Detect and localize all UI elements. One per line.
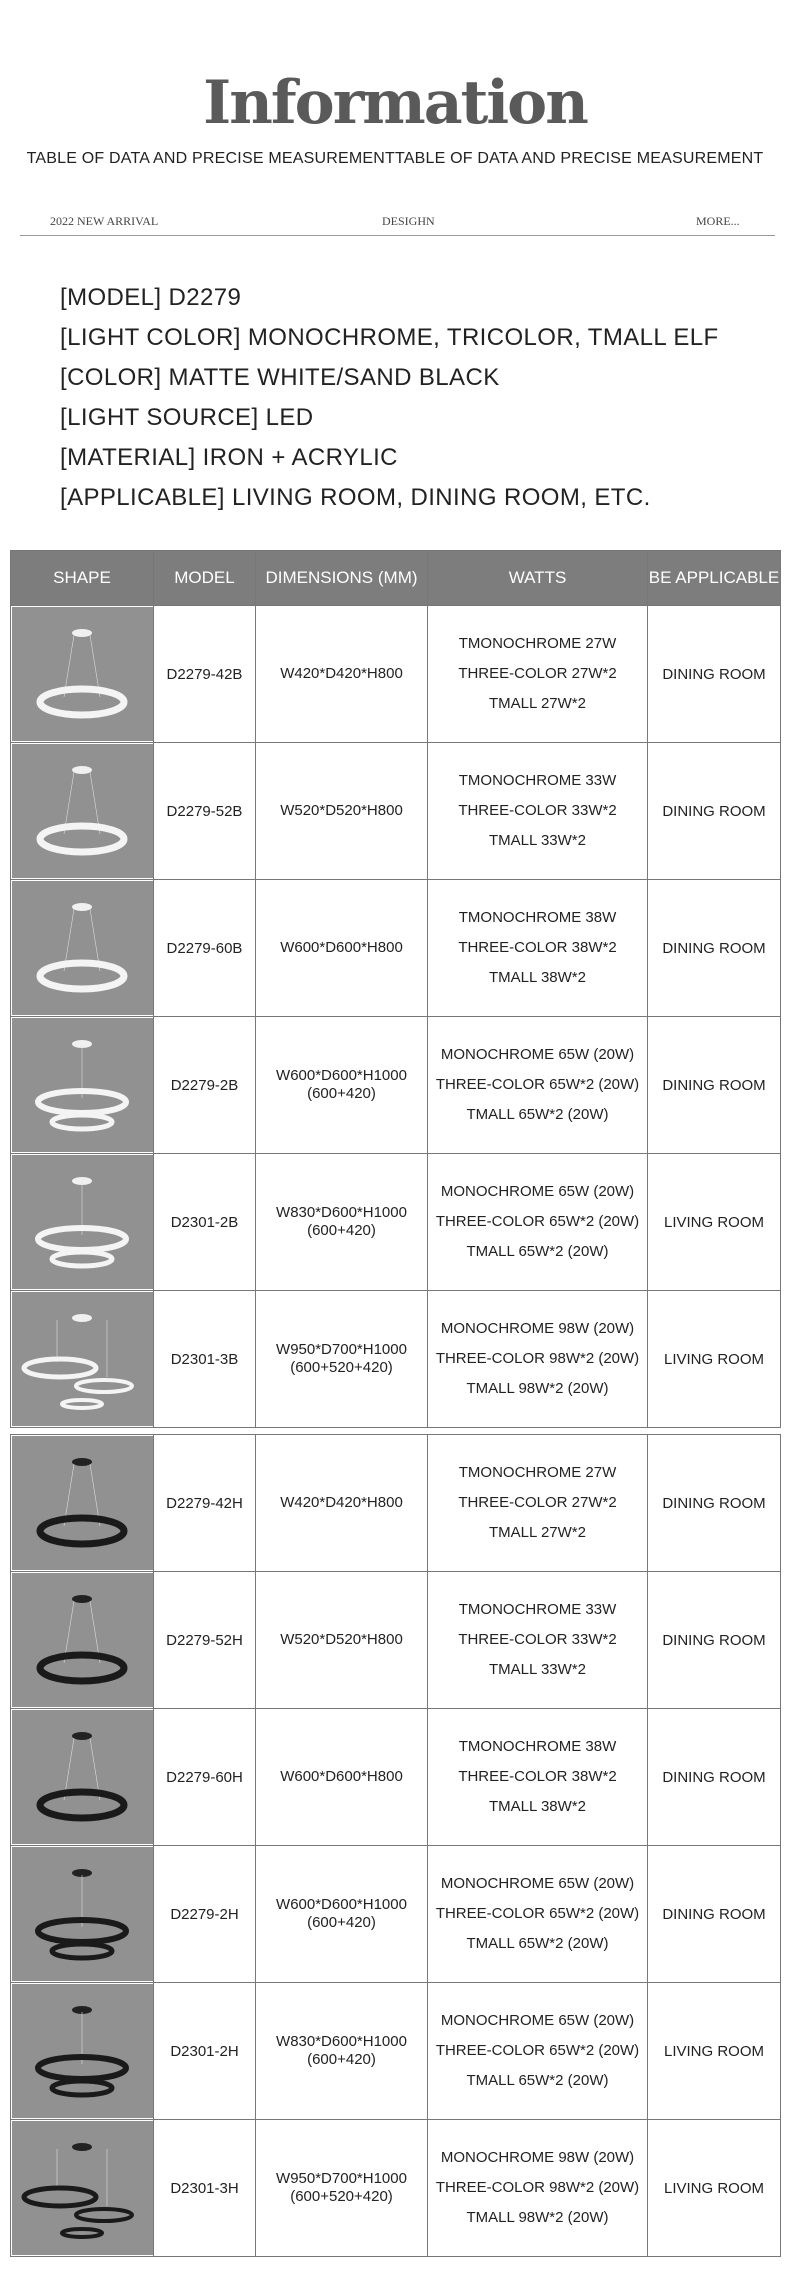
dimension-line: W420*D420*H800 xyxy=(280,1494,403,1511)
model-cell: D2279-2B xyxy=(154,1017,256,1154)
product-image xyxy=(12,1436,153,1570)
dimension-line: W520*D520*H800 xyxy=(280,1631,403,1648)
watts-line: MONOCHROME 98W (20W) xyxy=(440,1320,635,1337)
spec-material: [MATERIAL] IRON + ACRYLIC xyxy=(60,444,398,471)
product-image xyxy=(12,1847,153,1981)
dimension-line: W520*D520*H800 xyxy=(280,802,403,819)
applicable-cell: DINING ROOM xyxy=(648,1435,781,1572)
dimension-line: W600*D600*H1000 xyxy=(276,1067,407,1084)
spec-model: [MODEL] D2279 xyxy=(60,284,242,311)
watts-cell xyxy=(428,2120,648,2257)
watts-line: THREE-COLOR 98W*2 (20W) xyxy=(435,2179,640,2196)
table-row xyxy=(11,2120,781,2257)
watts-line: TMALL 38W*2 xyxy=(489,969,586,986)
model-cell: D2279-52B xyxy=(154,743,256,880)
table-header-row xyxy=(11,551,781,606)
dimension-line: W600*D600*H800 xyxy=(280,1768,403,1785)
spec-applicable: [APPLICABLE] LIVING ROOM, DINING ROOM, ETC. xyxy=(60,484,651,511)
dimensions-cell xyxy=(256,1709,428,1846)
shape-cell xyxy=(11,606,154,743)
applicable-cell: DINING ROOM xyxy=(648,880,781,1017)
applicable-cell: DINING ROOM xyxy=(648,606,781,743)
page-title: Information xyxy=(203,68,587,138)
watts-line: MONOCHROME 65W (20W) xyxy=(440,2012,635,2029)
product-image xyxy=(12,607,153,741)
watts-line: THREE-COLOR 65W*2 (20W) xyxy=(435,2042,640,2059)
shape-cell xyxy=(11,1572,154,1709)
model-cell: D2279-60H xyxy=(154,1709,256,1846)
watts-line: TMALL 27W*2 xyxy=(489,695,586,712)
model-cell: D2279-42H xyxy=(154,1435,256,1572)
shape-cell xyxy=(11,1846,154,1983)
nav-divider xyxy=(20,235,775,236)
dimension-line: W420*D420*H800 xyxy=(280,665,403,682)
applicable-cell: DINING ROOM xyxy=(648,1017,781,1154)
model-cell: D2279-52H xyxy=(154,1572,256,1709)
header-model: MODEL xyxy=(154,551,256,606)
dimensions-cell xyxy=(256,743,428,880)
product-image xyxy=(12,1018,153,1152)
model-cell: D2301-3H xyxy=(154,2120,256,2257)
dimensions-cell xyxy=(256,1983,428,2120)
product-image xyxy=(12,744,153,878)
dimension-line: W600*D600*H1000 xyxy=(276,1896,407,1913)
watts-line: THREE-COLOR 65W*2 (20W) xyxy=(435,1076,640,1093)
watts-line: MONOCHROME 65W (20W) xyxy=(440,1183,635,1200)
watts-cell xyxy=(428,1846,648,1983)
watts-line: THREE-COLOR 27W*2 xyxy=(458,1494,617,1511)
applicable-cell: LIVING ROOM xyxy=(648,1291,781,1428)
applicable-cell: DINING ROOM xyxy=(648,1572,781,1709)
watts-line: TMONOCHROME 27W xyxy=(458,635,617,652)
table-row xyxy=(11,1154,781,1291)
applicable-cell: LIVING ROOM xyxy=(648,1154,781,1291)
applicable-cell: DINING ROOM xyxy=(648,1709,781,1846)
dimensions-cell xyxy=(256,1846,428,1983)
watts-line: TMONOCHROME 27W xyxy=(458,1464,617,1481)
watts-cell xyxy=(428,1983,648,2120)
dimension-line: (600+420) xyxy=(307,2051,376,2068)
table-row xyxy=(11,1983,781,2120)
table-row xyxy=(11,743,781,880)
shape-cell xyxy=(11,1435,154,1572)
spec-list xyxy=(60,278,719,518)
watts-line: THREE-COLOR 38W*2 xyxy=(458,939,617,956)
watts-line: TMONOCHROME 33W xyxy=(458,1601,617,1618)
black-models-table xyxy=(10,1434,781,2257)
watts-line: TMALL 65W*2 (20W) xyxy=(466,1243,609,1260)
dimension-line: (600+520+420) xyxy=(290,2188,393,2205)
product-image xyxy=(12,881,153,1015)
applicable-cell: DINING ROOM xyxy=(648,1846,781,1983)
dimension-line: W830*D600*H1000 xyxy=(276,2033,407,2050)
watts-line: TMONOCHROME 38W xyxy=(458,1738,617,1755)
table-row xyxy=(11,1017,781,1154)
dimension-line: W950*D700*H1000 xyxy=(276,2170,407,2187)
dimension-line: (600+420) xyxy=(307,1085,376,1102)
dimension-line: W950*D700*H1000 xyxy=(276,1341,407,1358)
watts-cell xyxy=(428,1709,648,1846)
header-watts: WATTS xyxy=(428,551,648,606)
watts-line: TMONOCHROME 38W xyxy=(458,909,617,926)
watts-line: MONOCHROME 65W (20W) xyxy=(440,1046,635,1063)
dimension-line: (600+420) xyxy=(307,1222,376,1239)
applicable-cell: LIVING ROOM xyxy=(648,1983,781,2120)
table-row xyxy=(11,1435,781,1572)
product-image xyxy=(12,1573,153,1707)
applicable-cell: DINING ROOM xyxy=(648,743,781,880)
shape-cell xyxy=(11,880,154,1017)
nav-new-arrival[interactable]: 2022 NEW ARRIVAL xyxy=(50,214,159,228)
dimensions-cell xyxy=(256,1154,428,1291)
dimensions-cell xyxy=(256,1435,428,1572)
watts-line: MONOCHROME 65W (20W) xyxy=(440,1875,635,1892)
dimension-line: (600+520+420) xyxy=(290,1359,393,1376)
shape-cell xyxy=(11,1017,154,1154)
dimensions-cell xyxy=(256,1291,428,1428)
watts-cell xyxy=(428,880,648,1017)
watts-line: TMALL 38W*2 xyxy=(489,1798,586,1815)
spec-light-source: [LIGHT SOURCE] LED xyxy=(60,404,314,431)
watts-cell xyxy=(428,743,648,880)
table-row xyxy=(11,606,781,743)
watts-line: TMALL 98W*2 (20W) xyxy=(466,1380,609,1397)
watts-line: THREE-COLOR 33W*2 xyxy=(458,1631,617,1648)
applicable-cell: LIVING ROOM xyxy=(648,2120,781,2257)
watts-line: THREE-COLOR 27W*2 xyxy=(458,665,617,682)
dimension-line: W600*D600*H800 xyxy=(280,939,403,956)
watts-line: TMALL 65W*2 (20W) xyxy=(466,1935,609,1952)
watts-line: THREE-COLOR 33W*2 xyxy=(458,802,617,819)
watts-line: TMONOCHROME 33W xyxy=(458,772,617,789)
watts-line: TMALL 33W*2 xyxy=(489,1661,586,1678)
dimension-line: W830*D600*H1000 xyxy=(276,1204,407,1221)
table-row xyxy=(11,1572,781,1709)
dimensions-cell xyxy=(256,1017,428,1154)
page-subtitle: TABLE OF DATA AND PRECISE MEASUREMENTTABLE OF DATA AND PRECISE MEASUREMENT xyxy=(26,150,764,167)
dimension-line: (600+420) xyxy=(307,1914,376,1931)
table-row xyxy=(11,1846,781,1983)
shape-cell xyxy=(11,743,154,880)
product-image xyxy=(12,1984,153,2118)
model-cell: D2279-42B xyxy=(154,606,256,743)
nav-row xyxy=(20,214,775,234)
shape-cell xyxy=(11,1709,154,1846)
product-image xyxy=(12,1292,153,1426)
table-row xyxy=(11,1709,781,1846)
watts-cell xyxy=(428,1154,648,1291)
shape-cell xyxy=(11,1154,154,1291)
watts-line: THREE-COLOR 38W*2 xyxy=(458,1768,617,1785)
spec-color: [COLOR] MATTE WHITE/SAND BLACK xyxy=(60,364,500,391)
shape-cell xyxy=(11,1983,154,2120)
watts-line: MONOCHROME 98W (20W) xyxy=(440,2149,635,2166)
header-applicable: BE APPLICABLE xyxy=(648,551,781,606)
spec-light-color: [LIGHT COLOR] MONOCHROME, TRICOLOR, TMALL ELF xyxy=(60,324,719,351)
watts-cell xyxy=(428,1572,648,1709)
dimensions-cell xyxy=(256,880,428,1017)
watts-line: TMALL 65W*2 (20W) xyxy=(466,1106,609,1123)
watts-line: TMALL 27W*2 xyxy=(489,1524,586,1541)
nav-design[interactable]: DESIGHN xyxy=(382,214,435,228)
header-shape: SHAPE xyxy=(11,551,154,606)
product-image xyxy=(12,1710,153,1844)
model-cell: D2301-2B xyxy=(154,1154,256,1291)
product-image xyxy=(12,1155,153,1289)
watts-cell xyxy=(428,1435,648,1572)
nav-more[interactable]: MORE... xyxy=(696,214,740,228)
model-cell: D2301-3B xyxy=(154,1291,256,1428)
watts-line: THREE-COLOR 65W*2 (20W) xyxy=(435,1213,640,1230)
white-models-table xyxy=(10,550,781,1428)
model-cell: D2279-60B xyxy=(154,880,256,1017)
header-dimensions: DIMENSIONS (MM) xyxy=(256,551,428,606)
dimensions-cell xyxy=(256,2120,428,2257)
shape-cell xyxy=(11,1291,154,1428)
table-row xyxy=(11,1291,781,1428)
product-image xyxy=(12,2121,153,2255)
model-cell: D2279-2H xyxy=(154,1846,256,1983)
shape-cell xyxy=(11,2120,154,2257)
dimensions-cell xyxy=(256,1572,428,1709)
model-cell: D2301-2H xyxy=(154,1983,256,2120)
watts-line: TMALL 98W*2 (20W) xyxy=(466,2209,609,2226)
watts-line: THREE-COLOR 98W*2 (20W) xyxy=(435,1350,640,1367)
watts-line: TMALL 33W*2 xyxy=(489,832,586,849)
watts-cell xyxy=(428,1291,648,1428)
watts-line: TMALL 65W*2 (20W) xyxy=(466,2072,609,2089)
watts-cell xyxy=(428,606,648,743)
watts-cell xyxy=(428,1017,648,1154)
watts-line: THREE-COLOR 65W*2 (20W) xyxy=(435,1905,640,1922)
table-row xyxy=(11,880,781,1017)
dimensions-cell xyxy=(256,606,428,743)
